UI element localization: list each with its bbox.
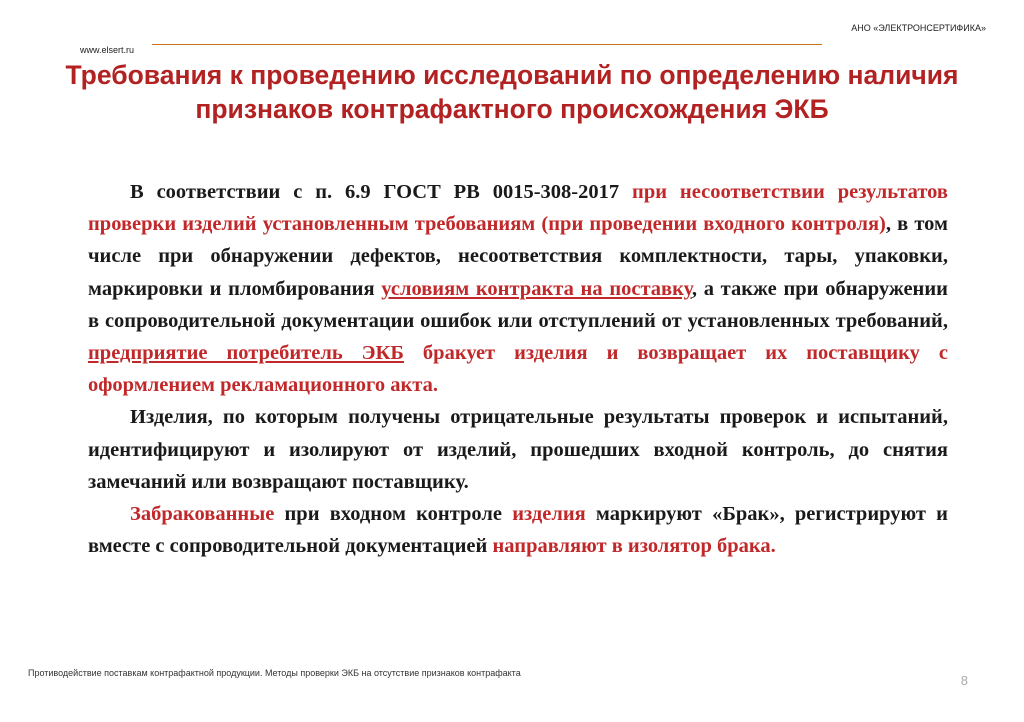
header-divider bbox=[152, 44, 822, 45]
paragraph-1 bbox=[88, 176, 948, 401]
p1-text-2: , в том числе при обнаружении дефектов, несоответствия комплектности, тары, упаковки, маркировки и пломбирования bbox=[88, 213, 948, 300]
p3-highlight-2: изделия bbox=[512, 503, 586, 526]
paragraph-3 bbox=[88, 498, 948, 562]
organization-name: АНО «ЭЛЕКТРОНСЕРТИФИКА» bbox=[851, 23, 986, 33]
website-url: www.elsert.ru bbox=[80, 45, 135, 55]
p1-underlined-1: условиям контракта на поставку bbox=[381, 277, 692, 300]
p3-highlight-3: направляют в изолятор брака. bbox=[492, 535, 776, 558]
slide-title: Требования к проведению исследований по определению наличия признаков контрафактного происхождения ЭКБ bbox=[65, 60, 959, 124]
p1-text-1: В соответствии с п. 6.9 ГОСТ РВ 0015-308-2017 bbox=[130, 181, 633, 203]
p3-text-2: маркируют «Брак», регистрируют и вместе с сопроводительной документацией bbox=[88, 503, 948, 558]
footer-text: Противодействие поставкам контрафактной продукции. Методы проверки ЭКБ на отсутствие признаков контрафакта bbox=[28, 668, 521, 678]
paragraph-2: Изделия, по которым получены отрицательные результаты проверок и испытаний, идентифицируют и изолируют от изделий, прошедших входной контроль, до снятия замечаний или возвращают поставщику. bbox=[88, 406, 948, 493]
p1-highlight-2: бракует изделия и возвращает их поставщику с оформлением рекламационного акта. bbox=[88, 342, 949, 397]
page-number: 8 bbox=[960, 673, 968, 688]
slide-body bbox=[88, 176, 948, 562]
p3-highlight-1: Забракованные bbox=[130, 503, 275, 526]
p1-underlined-2: предприятие потребитель ЭКБ bbox=[88, 342, 404, 365]
p3-text-1: при входном контроле bbox=[274, 503, 513, 526]
p1-highlight-1: при несоответствии результатов проверки изделий установленным требованиям (при проведении входного контроля) bbox=[88, 181, 948, 236]
p1-text-3: , а также при обнаружении в сопроводительной документации ошибок или отступлений от установленных требований, bbox=[88, 277, 948, 332]
